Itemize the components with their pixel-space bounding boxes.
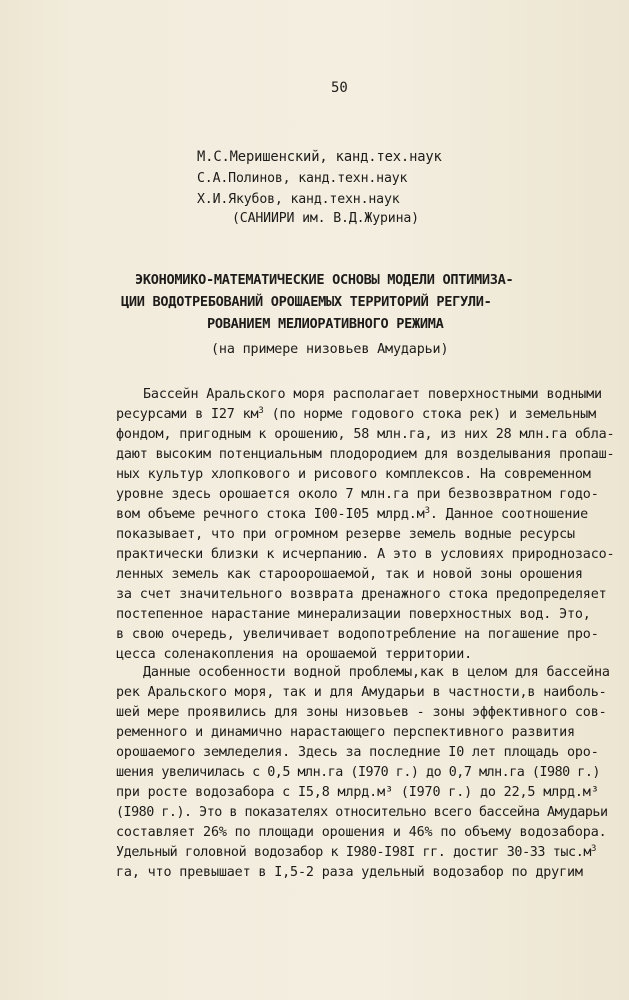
body-line: Удельный головной водозабор к I980-I98I гг. достиг 30-33 $тыс.м^3$ — [116, 844, 597, 860]
author-affiliation: (САНИИРИ им. В.Д.Журина) — [232, 211, 419, 226]
body-line: за счет значительного возврата дренажного стока предопределяет — [116, 587, 607, 602]
body-line: шей мере проявились для зоны низовьев - зоны эффективного сов- — [116, 705, 607, 720]
body-line: шения увеличилась с 0,5 млн.га (I970 г.) до 0,7 млн.га (I980 г.) — [116, 765, 600, 780]
title-line-1: ЭКОНОМИКО-МАТЕМАТИЧЕСКИЕ ОСНОВЫ МОДЕЛИ ОПТИМИЗА- — [135, 272, 514, 288]
body-line: Данные особенности водной проблемы,как в целом для бассейна — [143, 665, 610, 680]
body-line: ременного и динамично нарастающего перспективного развития — [116, 725, 575, 740]
title-line-3: РОВАНИЕМ МЕЛИОРАТИВНОГО РЕЖИМА — [207, 316, 444, 332]
author-2: С.А.Полинов, канд.техн.наук — [197, 171, 408, 186]
body-line: составляет 26% по площади орошения и 46% по объему водозабора. — [116, 825, 607, 840]
body-line: га, что превышает в I,5-2 раза удельный водозабор по другим — [116, 865, 583, 880]
author-3: Х.И.Якубов, канд.техн.наук — [197, 192, 400, 207]
body-line: постепенное нарастание минерализации поверхностных вод. Это, — [116, 607, 591, 622]
body-line: орошаемого земледелия. Здесь за последние I0 лет площадь оро- — [116, 745, 599, 760]
body-line: вом объеме речного стока I00-I05 $млрд.м^3$. Данное соотношение — [116, 506, 589, 522]
author-1: М.С.Меришенский, канд.тех.наук — [197, 149, 442, 165]
page-number: 50 — [331, 80, 348, 96]
body-line: цесса соленакопления на орошаемой территории. — [116, 647, 473, 662]
body-line: в свою очередь, увеличивает водопотребление на погашение про- — [116, 627, 599, 642]
body-line: (I980 г.). Это в показателях относительно всего бассейна Амударьи — [116, 805, 608, 820]
body-line: дают высоким потенциальным плодородием для возделывания пропаш- — [116, 447, 615, 462]
body-line: уровне здесь орошается около 7 млн.га при безвозвратном годо- — [116, 487, 599, 502]
body-line: практически близки к исчерпанию. А это в условиях природнозасо- — [116, 547, 615, 562]
subtitle: (на примере низовьев Амударьи) — [211, 342, 449, 357]
body-line: ных культур хлопкового и рисового комплексов. На современном — [116, 467, 591, 482]
body-line: рек Аральского моря, так и для Амударьи в частности,в наиболь- — [116, 685, 607, 700]
body-line: показывает, что при огромном резерве земель водные ресурсы — [116, 527, 575, 542]
title-line-2: ЦИИ ВОДОТРЕБОВАНИЙ ОРОШАЕМЫХ ТЕРРИТОРИЙ РЕГУЛИ- — [121, 294, 492, 310]
body-line: ресурсами в I27 $км^3$ (по норме годового стока рек) и земельным — [116, 406, 597, 422]
body-line: при росте водозабора с I5,8 млрд.м³ (I970 г.) до 22,5 млрд.м³ — [116, 785, 599, 800]
body-line: Бассейн Аральского моря располагает поверхностными водными — [143, 387, 602, 402]
body-line: фондом, пригодным к орошению, 58 млн.га, из них 28 млн.га обла- — [116, 427, 615, 442]
body-line: ленных земель как староорошаемой, так и новой зоны орошения — [116, 567, 583, 582]
